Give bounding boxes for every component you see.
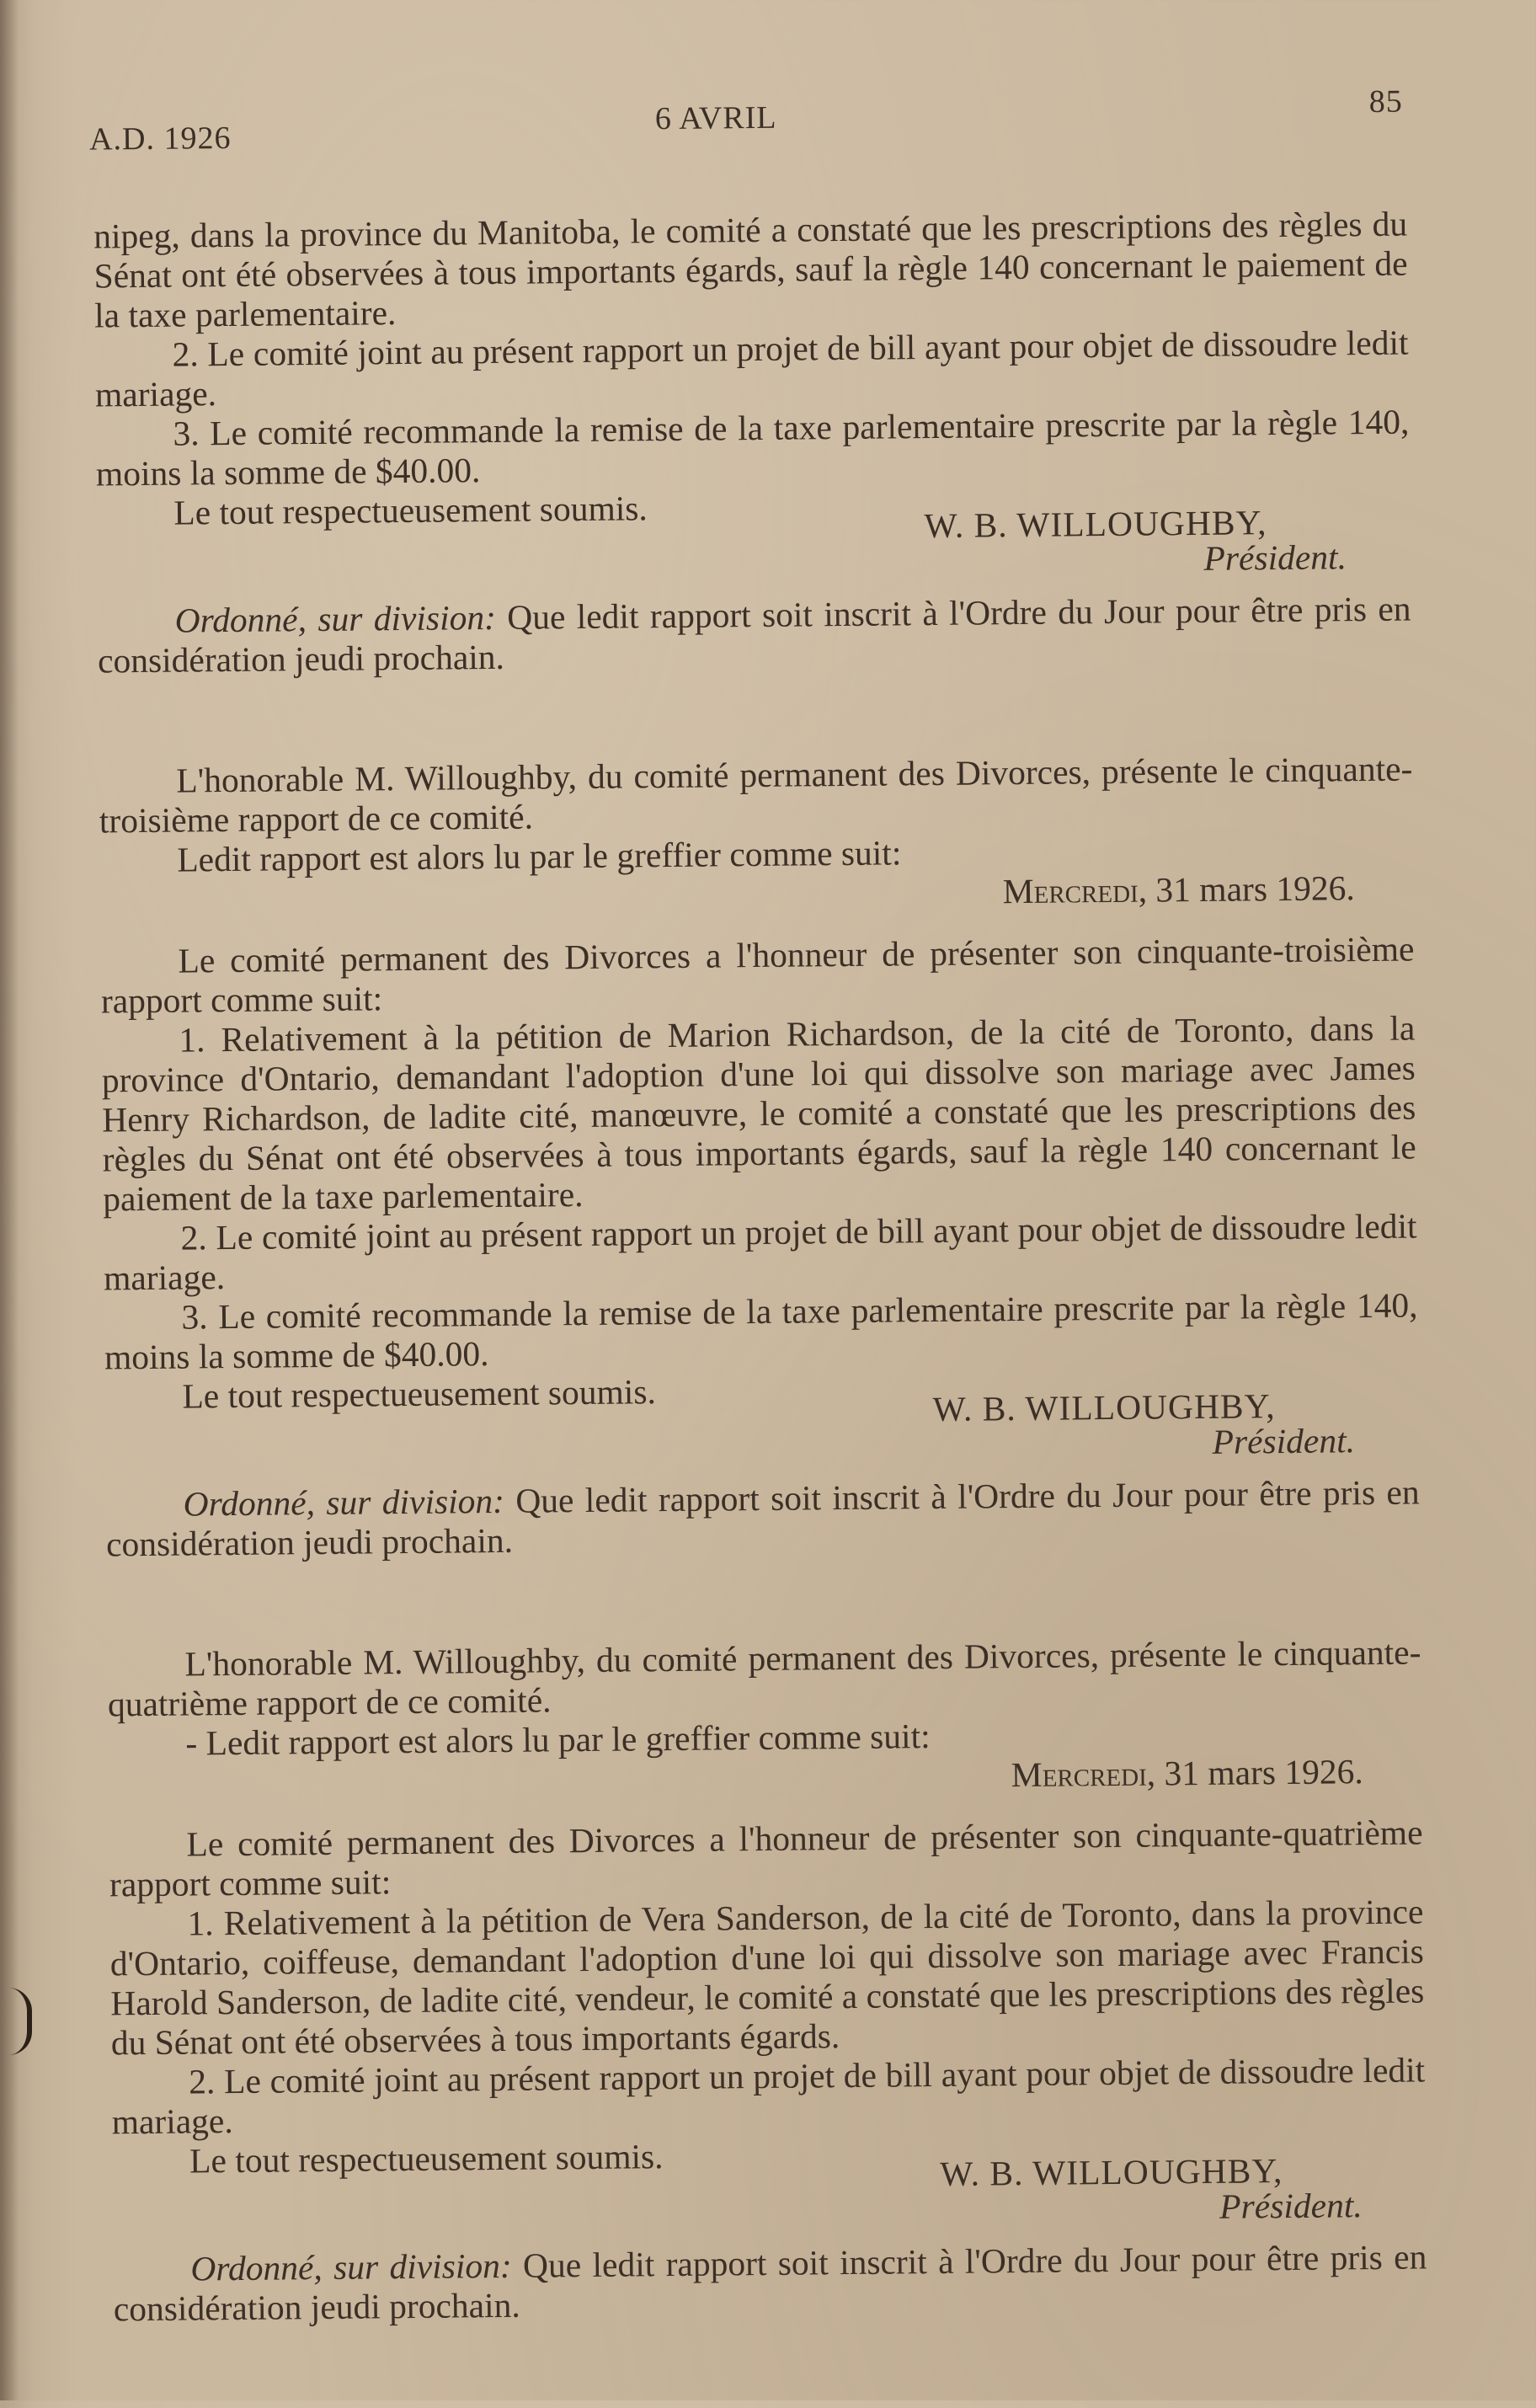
report3-title: Président. bbox=[1219, 2186, 1363, 2226]
report3-soumis: Le tout respectueusement soumis. bbox=[189, 2137, 664, 2181]
report2-signature: W. B. WILLOUGHBY, bbox=[932, 1386, 1276, 1429]
page-content bbox=[93, 205, 1427, 2330]
report1-soumis: Le tout respectueusement soumis. bbox=[173, 489, 648, 532]
report3-date-rest: , 31 mars 1926. bbox=[1146, 1752, 1364, 1793]
report-continued bbox=[93, 205, 1411, 681]
report2-title: Président. bbox=[1212, 1421, 1356, 1461]
report1-ordonne-text: Que ledit rapport soit inscrit à l'Ordre du Jour pour être pris en considération jeudi prochain. bbox=[97, 589, 1411, 681]
report3-signature: W. B. WILLOUGHBY, bbox=[940, 2151, 1283, 2193]
report3-intro: L'honorable M. Willoughby, du comité permanent des Divorces, présente le cinquante-quatrième rapport de ce comité. bbox=[107, 1632, 1421, 1724]
report2-para2: 2. Le comité joint au présent rapport un projet de bill ayant pour objet de dissoudre ledit mariage. bbox=[103, 1206, 1417, 1298]
header-date: 6 AVRIL bbox=[654, 99, 777, 137]
header-year: A.D. 1926 bbox=[88, 120, 232, 158]
report2-signature-block bbox=[104, 1364, 1419, 1461]
report2-ordonne bbox=[105, 1472, 1420, 1564]
report2-read: Ledit rapport est alors lu par le greffier comme suit: bbox=[177, 833, 902, 879]
page-number: 85 bbox=[1368, 83, 1403, 120]
section-gap bbox=[98, 669, 1412, 762]
report1-title: Président. bbox=[1203, 537, 1347, 578]
report1-ordonne bbox=[97, 590, 1411, 681]
report2-ordonne-text: Que ledit rapport soit inscrit à l'Ordre du Jour pour être pris en considération jeudi prochain. bbox=[105, 1472, 1420, 1564]
report2-soumis: Le tout respectueusement soumis. bbox=[182, 1372, 657, 1416]
report3-date-day: Mercredi bbox=[1011, 1754, 1147, 1795]
report1-signature: W. B. WILLOUGHBY, bbox=[924, 503, 1267, 546]
report-54 bbox=[107, 1632, 1427, 2329]
report2-date-day: Mercredi bbox=[1002, 870, 1139, 911]
report2-intro: L'honorable M. Willoughby, du comité permanent des Divorces, présente le cinquante-troisième rapport de ce comité. bbox=[99, 749, 1413, 841]
report3-opening: Le comité permanent des Divorces a l'honneur de présenter son cinquante-quatrième rapport comme suit: bbox=[109, 1813, 1423, 1904]
report2-para1: 1. Relativement à la pétition de Marion Richardson, de la cité de Toronto, dans la province d'Ontario, demandant l'adoption d'une loi qui dissolve son mariage avec James Henry Richardson, de ladite cité, manœuvre, le comité a constaté que les prescriptions des règles du Sénat ont été observées à tous importants égards, sauf la règle 140 concernant le paiement de la taxe parlementaire. bbox=[101, 1008, 1416, 1219]
report2-opening: Le comité permanent des Divorces a l'honneur de présenter son cinquante-troisième rapport comme suit: bbox=[100, 929, 1415, 1021]
report2-ordonne-label: Ordonné, sur division: bbox=[183, 1481, 505, 1524]
report-53 bbox=[99, 750, 1420, 1565]
report2-date-rest: , 31 mars 1926. bbox=[1138, 868, 1355, 910]
report3-ordonne-text: Que ledit rapport soit inscrit à l'Ordre du Jour pour être pris en considération jeudi prochain. bbox=[113, 2237, 1427, 2329]
report3-read: - Ledit rapport est alors lu par le greffier comme suit: bbox=[185, 1717, 931, 1763]
report1-ordonne-label: Ordonné, sur division: bbox=[174, 597, 497, 640]
section-gap bbox=[106, 1551, 1421, 1645]
report3-signature-block bbox=[112, 2129, 1427, 2226]
report2-para3: 3. Le comité recommande la remise de la taxe parlementaire prescrite par la règle 140, moins la somme de $40.00. bbox=[104, 1285, 1418, 1377]
report1-para3: 3. Le comité recommande la remise de la taxe parlementaire prescrite par la règle 140, moins la somme de $40.00. bbox=[95, 402, 1410, 494]
report3-ordonne bbox=[113, 2237, 1427, 2329]
page-header bbox=[88, 83, 1404, 165]
report3-ordonne-label: Ordonné, sur division: bbox=[190, 2245, 512, 2288]
report3-para1: 1. Relativement à la pétition de Vera Sanderson, de la cité de Toronto, dans la province d'Ontario, coiffeuse, demandant l'adoption d'une loi qui dissolve son mariage avec Francis Harold Sanderson, de ladite cité, vendeur, le comité a constaté que les prescriptions des règles du Sénat ont été observées à tous importants égards. bbox=[109, 1892, 1425, 2063]
report3-para2: 2. Le comité joint au présent rapport un projet de bill ayant pour objet de dissoudre ledit mariage. bbox=[111, 2050, 1426, 2142]
report1-para1: nipeg, dans la province du Manitoba, le comité a constaté que les prescriptions des règles du Sénat ont été observées à tous importants égards, sauf la règle 140 concernant le paiement de la taxe parlementaire. bbox=[93, 204, 1408, 335]
report1-para2: 2. Le comité joint au présent rapport un projet de bill ayant pour objet de dissoudre ledit mariage. bbox=[94, 323, 1409, 414]
report1-signature-block bbox=[96, 482, 1411, 578]
